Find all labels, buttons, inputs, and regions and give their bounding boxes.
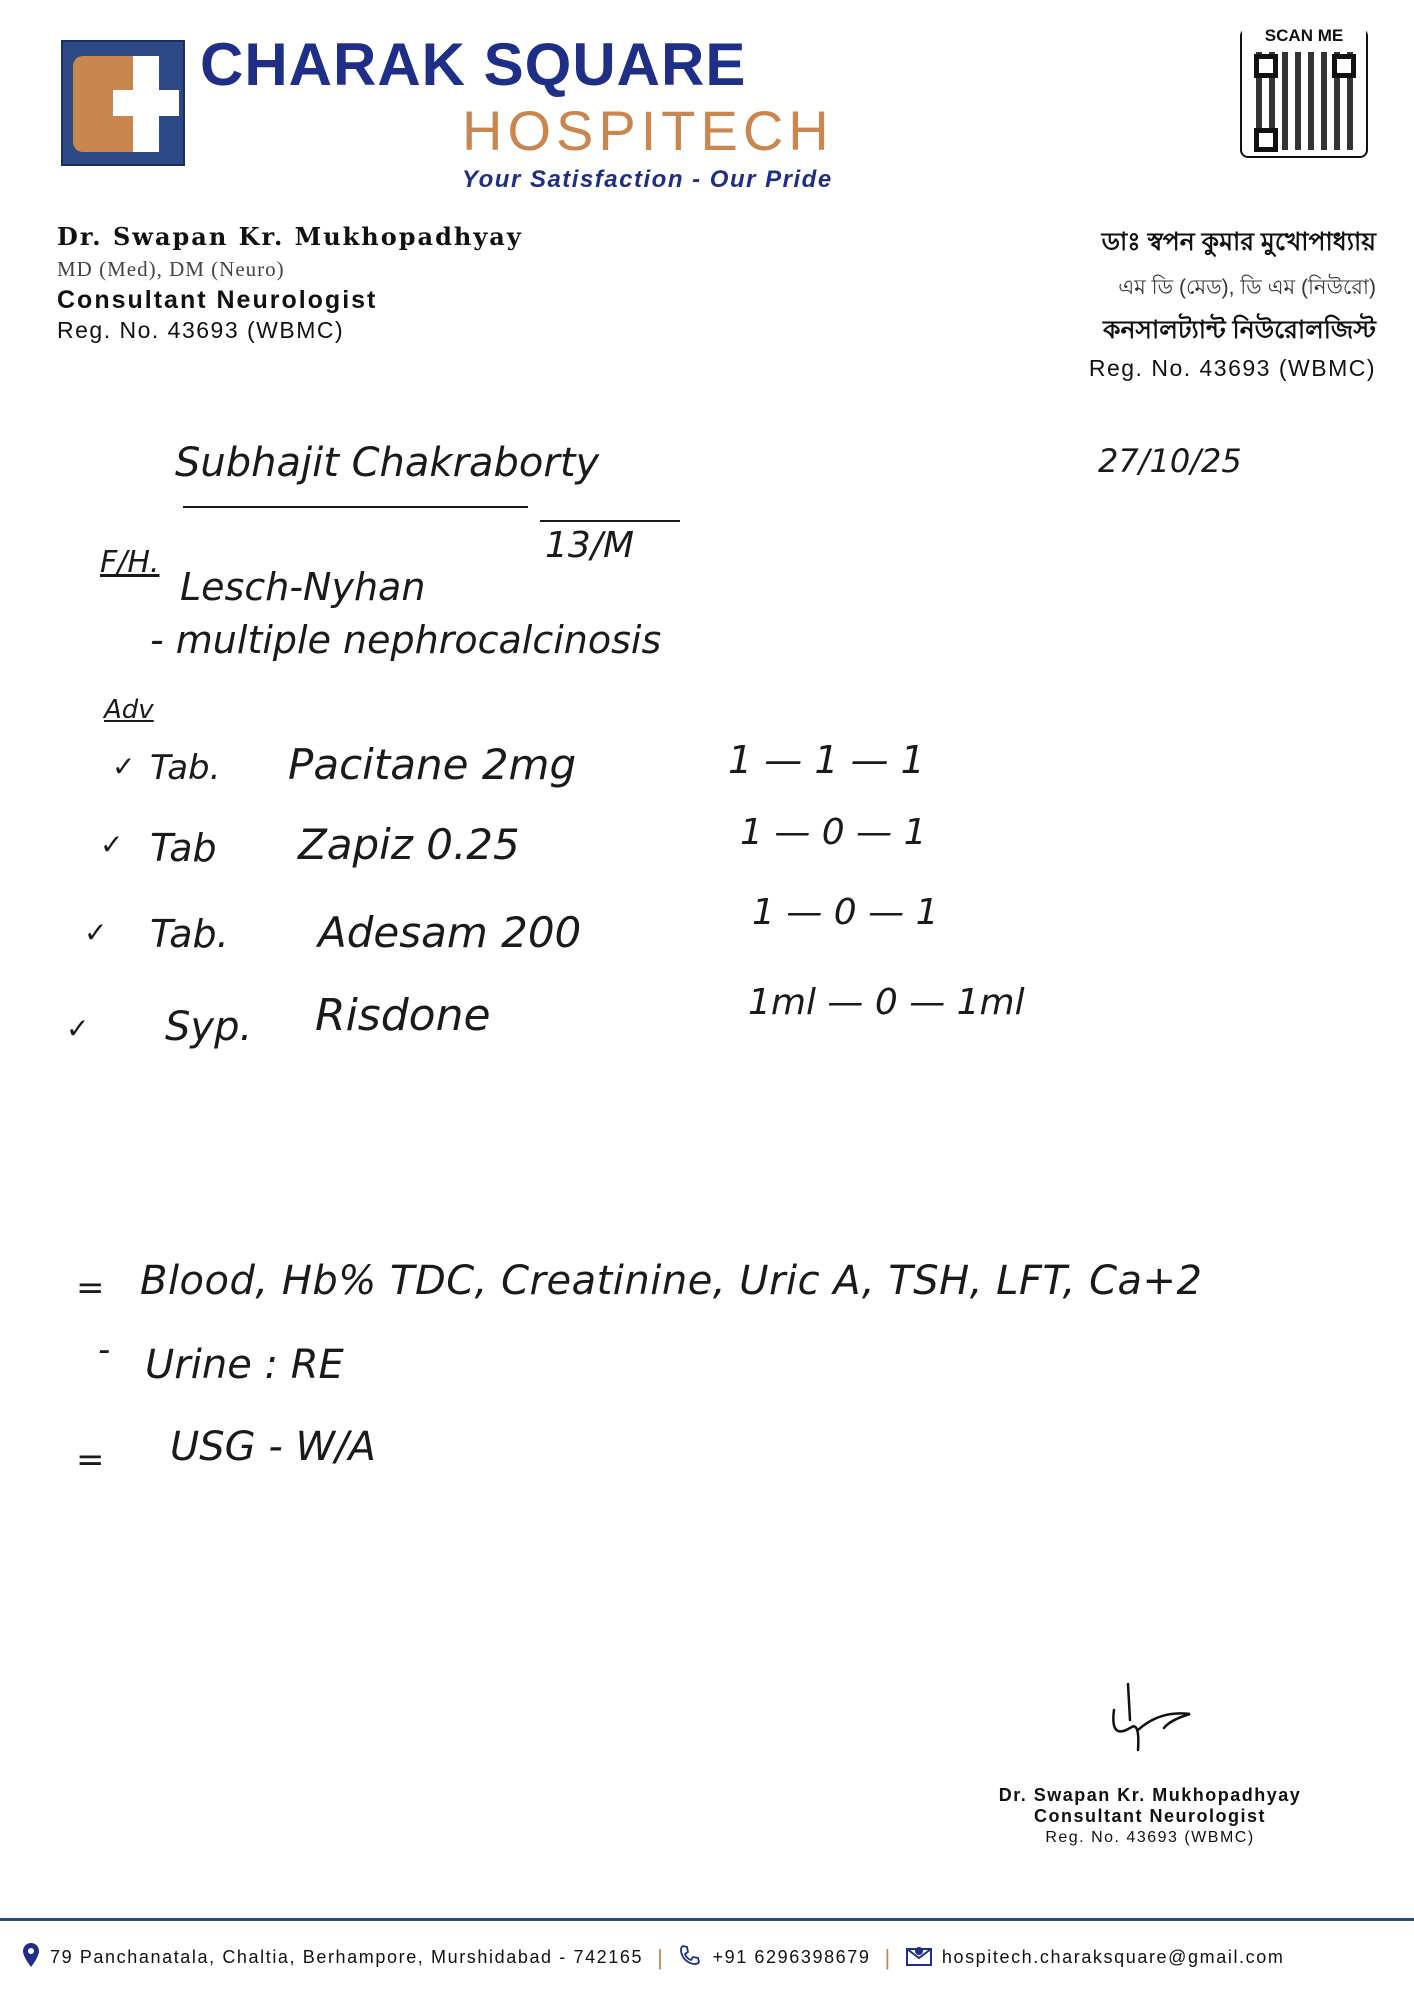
med-dose: 1 — 0 — 1 bbox=[740, 812, 927, 853]
tick-mark: ✓ bbox=[84, 916, 108, 949]
qr-label: SCAN ME bbox=[1242, 26, 1366, 46]
med-name: Adesam 200 bbox=[318, 908, 582, 957]
footer-divider bbox=[0, 1918, 1414, 1921]
signature-reg: Reg. No. 43693 (WBMC) bbox=[1045, 1829, 1255, 1846]
brand-name: CHARAK SQUARE bbox=[200, 31, 747, 98]
footer-address: 79 Panchanatala, Chaltia, Berhampore, Murshidabad - 742165 bbox=[50, 1947, 644, 1967]
tick-mark: ✓ bbox=[112, 750, 136, 783]
brand-subname: HOSPITECH bbox=[462, 99, 834, 162]
doctor-name: Dr. Swapan Kr. Mukhopadhyay bbox=[57, 222, 523, 251]
underline bbox=[540, 520, 680, 522]
history-item: - multiple nephrocalcinosis bbox=[150, 618, 662, 662]
prescription-date: 27/10/25 bbox=[1098, 442, 1242, 480]
med-dose: 1 — 1 — 1 bbox=[728, 738, 925, 782]
advice-label: Adv bbox=[104, 695, 154, 725]
history-item: Lesch-Nyhan bbox=[180, 565, 426, 609]
doctor-reg: Reg. No. 43693 (WBMC) bbox=[57, 317, 345, 343]
footer bbox=[22, 1942, 1402, 1973]
underline bbox=[183, 506, 528, 508]
hospital-logo bbox=[61, 40, 185, 166]
signature-scribble bbox=[1100, 1680, 1220, 1760]
footer-separator: | bbox=[884, 1944, 892, 1970]
investigation-item: USG - W/A bbox=[170, 1424, 376, 1470]
location-pin-icon bbox=[22, 1942, 40, 1973]
footer-separator: | bbox=[657, 1944, 665, 1970]
med-dose: 1ml — 0 — 1ml bbox=[748, 982, 1025, 1023]
qr-code bbox=[1240, 28, 1368, 158]
med-name: Risdone bbox=[315, 990, 491, 1041]
signature-title: Consultant Neurologist bbox=[1034, 1806, 1266, 1826]
med-form: Syp. bbox=[165, 1004, 253, 1050]
tick-mark: ✓ bbox=[100, 828, 124, 861]
doctor-reg-bn: Reg. No. 43693 (WBMC) bbox=[1088, 355, 1376, 381]
list-mark: = bbox=[76, 1440, 105, 1480]
tick-mark: ✓ bbox=[66, 1012, 90, 1045]
signature-name: Dr. Swapan Kr. Mukhopadhyay bbox=[998, 1785, 1302, 1805]
doctor-name-bn: ডাঃ স্বপন কুমার মুখোপাধ্যায় bbox=[1101, 228, 1376, 256]
history-label: F/H. bbox=[100, 545, 160, 580]
footer-email[interactable]: hospitech.charaksquare@gmail.com bbox=[941, 1947, 1285, 1967]
footer-phone[interactable]: +91 6296398679 bbox=[712, 1947, 871, 1967]
doctor-degrees: MD (Med), DM (Neuro) bbox=[57, 257, 285, 281]
list-mark: - bbox=[98, 1330, 111, 1370]
tagline: Your Satisfaction - Our Pride bbox=[462, 166, 833, 193]
doctor-title-bn: কনসালট্যান্ট নিউরোলজিস্ট bbox=[1103, 316, 1376, 344]
patient-name: Subhajit Chakraborty bbox=[175, 440, 600, 486]
investigation-item: Blood, Hb% TDC, Creatinine, Uric A, TSH, LFT, Ca+2 bbox=[140, 1258, 1203, 1304]
med-form: Tab bbox=[150, 826, 217, 870]
med-name: Zapiz 0.25 bbox=[298, 820, 520, 869]
investigation-item: Urine : RE bbox=[145, 1342, 344, 1388]
patient-age-sex: 13/M bbox=[545, 525, 634, 566]
doctor-degrees-bn: এম ডি (মেড), ডি এম (নিউরো) bbox=[1118, 276, 1376, 299]
signature-block bbox=[950, 1785, 1350, 1847]
med-form: Tab. bbox=[150, 748, 221, 788]
doctor-info-english bbox=[57, 222, 523, 344]
med-form: Tab. bbox=[150, 912, 229, 956]
med-dose: 1 — 0 — 1 bbox=[752, 892, 939, 933]
list-mark: = bbox=[76, 1268, 105, 1308]
med-name: Pacitane 2mg bbox=[288, 740, 577, 789]
doctor-title: Consultant Neurologist bbox=[57, 286, 378, 314]
doctor-info-bengali bbox=[1089, 222, 1376, 382]
mail-icon bbox=[906, 1944, 932, 1971]
phone-icon bbox=[678, 1943, 702, 1972]
